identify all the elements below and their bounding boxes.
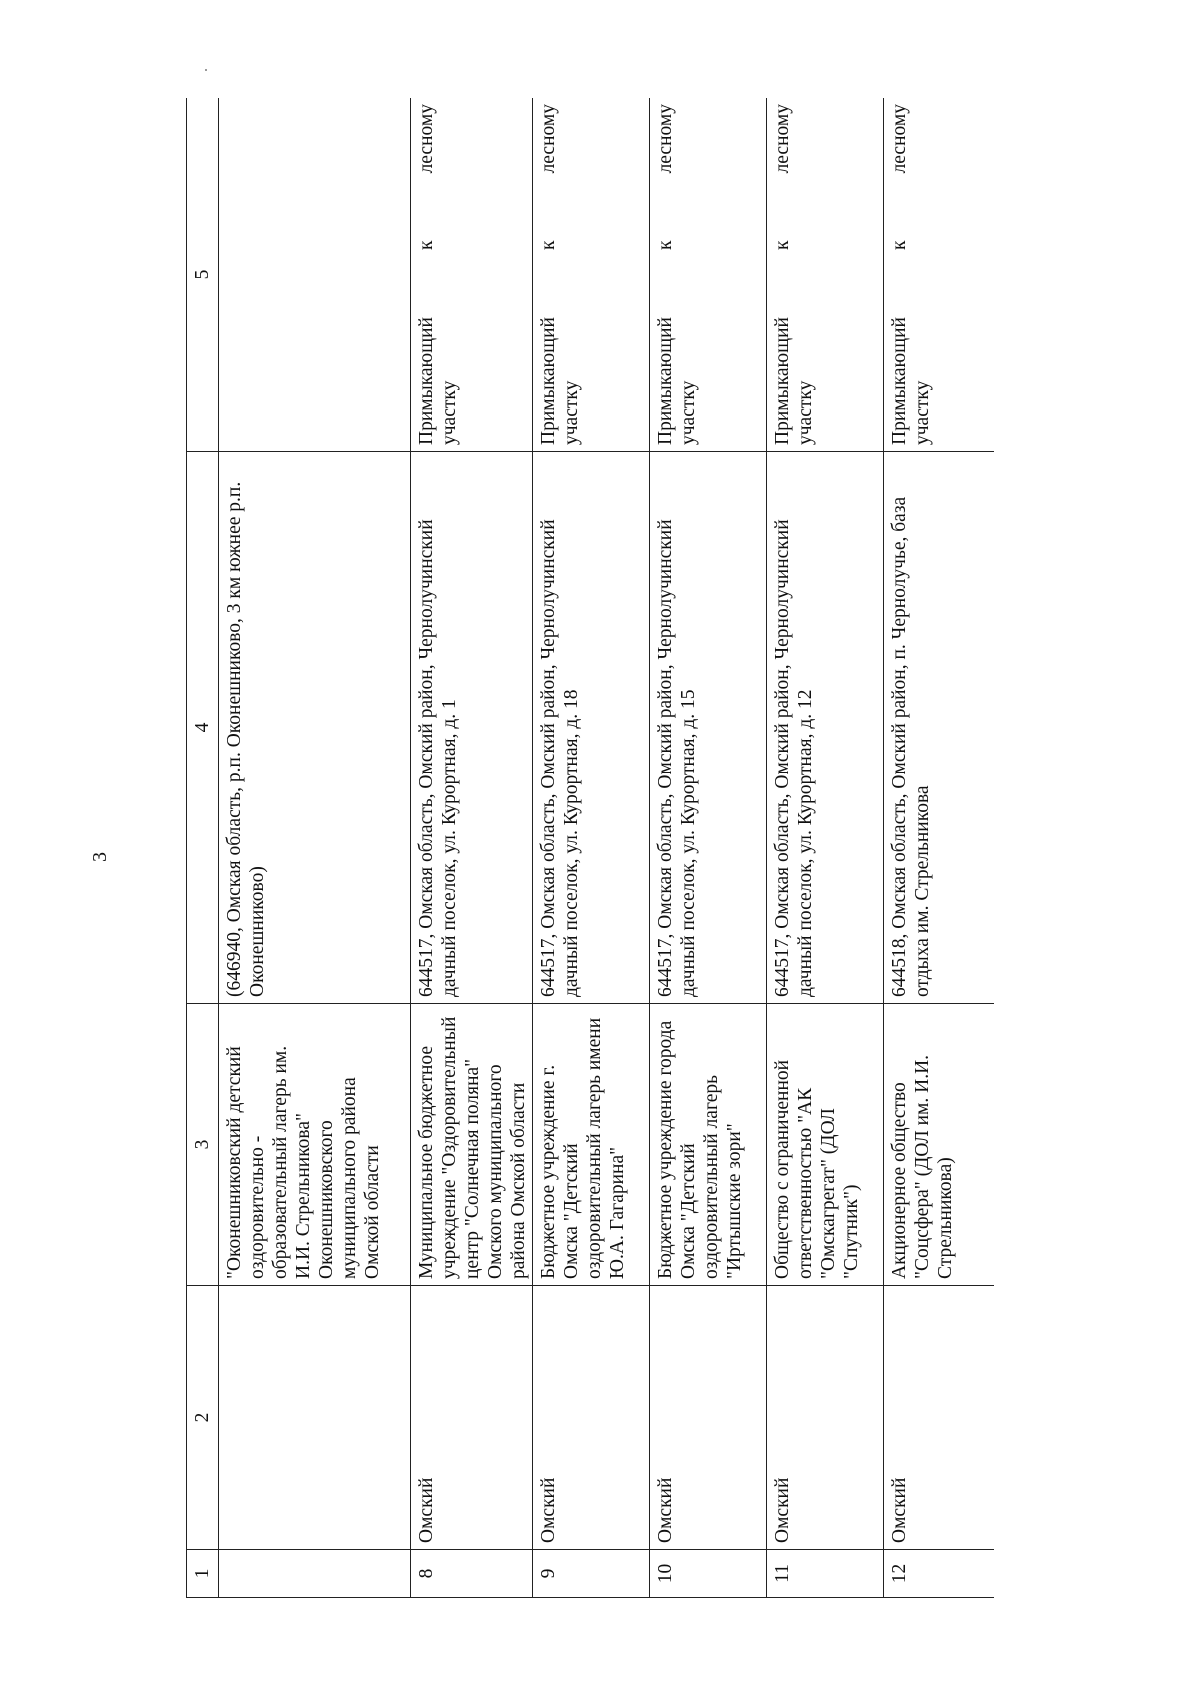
address-cell: 644517, Омская область, Омский район, Чернолучинский дачный поселок, ул. Курортная, д. 12: [767, 452, 884, 1004]
adjacency-cell: [411, 98, 533, 452]
adjacency-first-line: Примыкающий к лесному: [538, 104, 559, 445]
organization-name-cell: Общество с ограниченной ответственностью "АК "Омскагрегат" (ДОЛ "Спутник"): [767, 1004, 884, 1286]
address-cell: 644517, Омская область, Омский район, Чернолучинский дачный поселок, ул. Курортная, д. 15: [650, 452, 767, 1004]
organization-name-cell: Бюджетное учреждение города Омска "Детский оздоровительный лагерь "Иртышские зори": [650, 1004, 767, 1286]
address-cell: (646940, Омская область, р.п. Оконешниково, 3 км южнее р.п. Оконешниково): [219, 452, 411, 1004]
rotated-table-frame: [186, 98, 994, 1598]
table-row: [884, 98, 995, 1598]
address-cell: 644518, Омская область, Омский район, п. Чернолучье, база отдыха им. Стрельникова: [884, 452, 995, 1004]
row-number: [219, 1550, 411, 1598]
organization-name-cell: Акционерное общество "Соцсфера" (ДОЛ им. И.И. Стрельникова): [884, 1004, 995, 1286]
adjacency-cell: [767, 98, 884, 452]
adjacency-rest: участку: [439, 380, 460, 445]
table-row: [219, 98, 411, 1598]
organization-name-cell: "Оконешниковский детский оздоровительно - образовательный лагерь им. И.И. Стрельникова" Оконешниковского муниципального района Омской области: [219, 1004, 411, 1286]
table-row: [533, 98, 650, 1598]
adjacency-first-line: Примыкающий к лесному: [416, 104, 437, 445]
table-header-row: [187, 98, 219, 1598]
column-header: 1: [187, 1550, 219, 1598]
row-number: 11: [767, 1550, 884, 1598]
adjacency-cell: [650, 98, 767, 452]
column-header: 3: [187, 1004, 219, 1286]
address-cell: 644517, Омская область, Омский район, Чернолучинский дачный поселок, ул. Курортная, д. 1: [411, 452, 533, 1004]
row-number: 8: [411, 1550, 533, 1598]
address-cell: 644517, Омская область, Омский район, Чернолучинский дачный поселок, ул. Курортная, д. 18: [533, 452, 650, 1004]
district-cell: Омский: [650, 1286, 767, 1550]
adjacency-first-line: Примыкающий к лесному: [772, 104, 793, 445]
adjacency-first-line: Примыкающий к лесному: [889, 104, 910, 445]
adjacency-rest: участку: [561, 380, 582, 445]
row-number: 12: [884, 1550, 995, 1598]
district-cell: Омский: [767, 1286, 884, 1550]
district-cell: Омский: [411, 1286, 533, 1550]
adjacency-first-line: Примыкающий к лесному: [655, 104, 676, 445]
district-cell: Омский: [884, 1286, 995, 1550]
adjacency-cell: [219, 98, 411, 452]
table-row: [767, 98, 884, 1598]
table-row: [411, 98, 533, 1598]
rotated-table-content: [186, 98, 994, 1598]
column-header: 5: [187, 98, 219, 452]
page-number: 3: [89, 852, 111, 862]
district-cell: [219, 1286, 411, 1550]
row-number: 10: [650, 1550, 767, 1598]
column-header: 4: [187, 452, 219, 1004]
adjacency-rest: участку: [678, 380, 699, 445]
adjacency-rest: участку: [912, 380, 933, 445]
organization-name-cell: Бюджетное учреждение г. Омска "Детский оздоровительный лагерь имени Ю.А. Гагарина": [533, 1004, 650, 1286]
scan-speck: [205, 69, 207, 71]
district-cell: Омский: [533, 1286, 650, 1550]
adjacency-rest: участку: [795, 380, 816, 445]
organizations-table: [186, 98, 994, 1598]
adjacency-cell: [533, 98, 650, 452]
adjacency-cell: [884, 98, 995, 452]
table-row: [650, 98, 767, 1598]
organization-name-cell: Муниципальное бюджетное учреждение "Оздоровительный центр "Солнечная поляна" Омского муниципального района Омской области: [411, 1004, 533, 1286]
column-header: 2: [187, 1286, 219, 1550]
row-number: 9: [533, 1550, 650, 1598]
